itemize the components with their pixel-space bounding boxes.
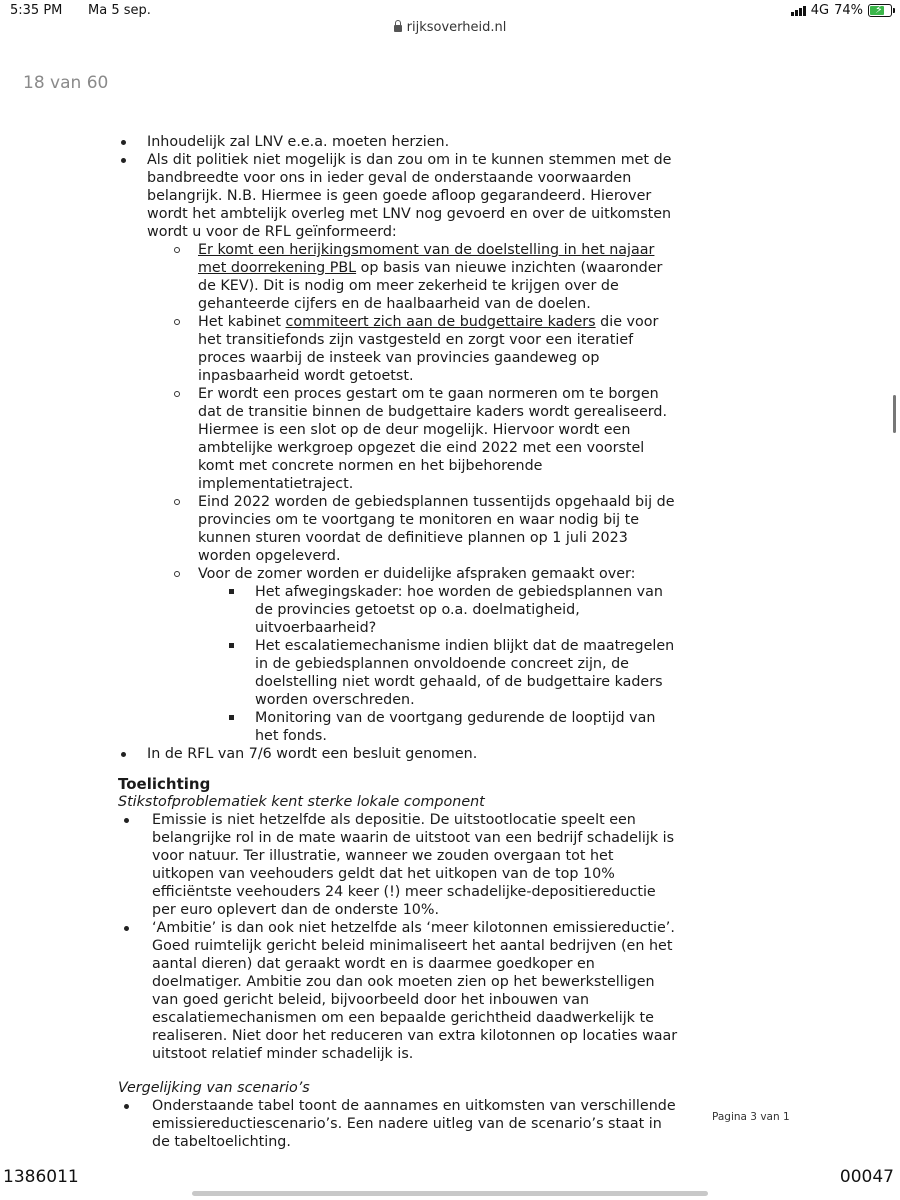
battery-charging-icon: ⚡ (868, 4, 892, 17)
square-list (118, 583, 678, 745)
cellular-signal-icon (791, 5, 806, 16)
sub-item-text: Het kabinet (198, 314, 286, 330)
sub-list (118, 241, 678, 745)
battery-percentage: 74% (834, 3, 863, 18)
conditions-list (118, 133, 678, 763)
url-text: rijksoverheid.nl (406, 20, 507, 35)
sub-item-text: die voor het transitiefonds zijn vastgesteld en zorgt voor een iteratief proces waarbij de insteek van provincies gaandeweg op inpasbaarheid wordt getoetst. (198, 314, 659, 384)
sub-list-item: Eind 2022 worden de gebiedsplannen tussentijds opgehaald bij de provincies om te voortgang te monitoren en waar nodig bij te kunnen sturen voordat de definitieve plannen op 1 juli 2023 worden opgeleverd. (118, 493, 678, 565)
corner-label-left: 1386011 (3, 1167, 79, 1187)
sub-list-item: Er wordt een proces gestart om te gaan normeren om te borgen dat de transitie binnen de budgettaire kaders wordt gerealiseerd. Hiermee is een slot op de deur mogelijk. Hiervoor wordt een ambtelijke werkgroep opgezet die eind 2022 met een voorstel komt met concrete normen en het bijbehorende implementatietraject. (118, 385, 678, 493)
underlined-text: Er komt een herijkingsmoment van de doelstelling in het najaar met doorrekening PBL (198, 242, 655, 276)
network-type: 4G (810, 3, 830, 18)
status-time: 5:35 PM (10, 3, 63, 18)
square-list-item: Het escalatiemechanisme indien blijkt dat de maatregelen in de gebiedsplannen onvoldoende concreet zijn, de doelstelling niet wordt gehaald, of de budgettaire kaders worden overschreden. (118, 637, 678, 709)
status-bar (0, 0, 900, 22)
square-list-item: Het afwegingskader: hoe worden de gebiedsplannen van de provincies getoetst op o.a. doelmatigheid, uitvoerbaarheid? (118, 583, 678, 637)
list-item: Emissie is niet hetzelfde als depositie. De uitstootlocatie speelt een belangrijke rol in de mate waarin de uitstoot van een bedrijf schadelijk is voor natuur. Ter illustratie, wanneer we zouden overgaan tot het uitkopen van veehouders geldt dat het uitkopen van de top 10% efficiëntste veehouders 24 keer (!) meer schadelijke-depositiereductie per euro oplevert dan de onderste 10%. (118, 811, 678, 919)
section-heading: Toelichting (118, 775, 211, 793)
address-bar[interactable] (0, 20, 900, 40)
page-footer: Pagina 3 van 1 (712, 1111, 790, 1123)
scroll-indicator[interactable] (893, 395, 896, 433)
section-subheading: Vergelijking van scenario’s (118, 1080, 310, 1096)
sub-list-item (118, 313, 678, 385)
sub-item-text: op basis van nieuwe inzichten (waaronder de KEV). Dit is nodig om meer zekerheid te krijgen over de gehanteerde cijfers en de haalbaarheid van de doelen. (198, 260, 663, 312)
home-indicator[interactable] (192, 1191, 708, 1196)
lock-icon (394, 25, 402, 32)
section-subheading: Stikstofproblematiek kent sterke lokale component (118, 794, 485, 810)
status-indicators (791, 3, 892, 18)
underlined-text: commiteert zich aan de budgettaire kaders (285, 314, 596, 330)
square-list-item: Monitoring van de voortgang gedurende de looptijd van het fonds. (118, 709, 678, 745)
status-date: Ma 5 sep. (88, 3, 151, 18)
sub-list-item (118, 565, 678, 745)
comparison-list (118, 1097, 678, 1151)
list-item (118, 151, 678, 745)
sub-list-item (118, 241, 678, 313)
list-item: In de RFL van 7/6 wordt een besluit genomen. (118, 745, 678, 763)
sub-item-text: Voor de zomer worden er duidelijke afspraken gemaakt over: (198, 566, 636, 582)
explanation-list (118, 811, 678, 1063)
document-page (118, 133, 678, 1151)
corner-label-right: 00047 (839, 1167, 894, 1187)
list-item: Onderstaande tabel toont de aannames en uitkomsten van verschillende emissiereductiescenario’s. Een nadere uitleg van de scenario’s staat in de tabeltoelichting. (118, 1097, 678, 1151)
list-item: ‘Ambitie’ is dan ook niet hetzelfde als ‘meer kilotonnen emissiereductie’. Goed ruimtelijk gericht beleid minimaliseert het aantal bedrijven (en het aantal dieren) dat geraakt wordt en is daarmee goedkoper en doelmatiger. Ambitie zou dan ook moeten zien op het bewerkstelligen van goed gericht beleid, bijvoorbeeld door het inbouwen van escalatiemechanismen om een bepaalde gerichtheid daadwerkelijk te realiseren. Niet door het reduceren van extra kilotonnen op locaties waar uitstoot relatief minder schadelijk is. (118, 919, 678, 1063)
page-counter: 18 van 60 (23, 73, 109, 93)
bullet-text: Als dit politiek niet mogelijk is dan zou om in te kunnen stemmen met de bandbreedte voor ons in ieder geval de onderstaande voorwaarden belangrijk. N.B. Hiermee is geen goede afloop gegarandeerd. Hierover wordt het ambtelijk overleg met LNV nog gevoerd en over de uitkomsten wordt u voor de RFL geïnformeerd: (147, 152, 672, 240)
list-item: Inhoudelijk zal LNV e.e.a. moeten herzien. (118, 133, 678, 151)
